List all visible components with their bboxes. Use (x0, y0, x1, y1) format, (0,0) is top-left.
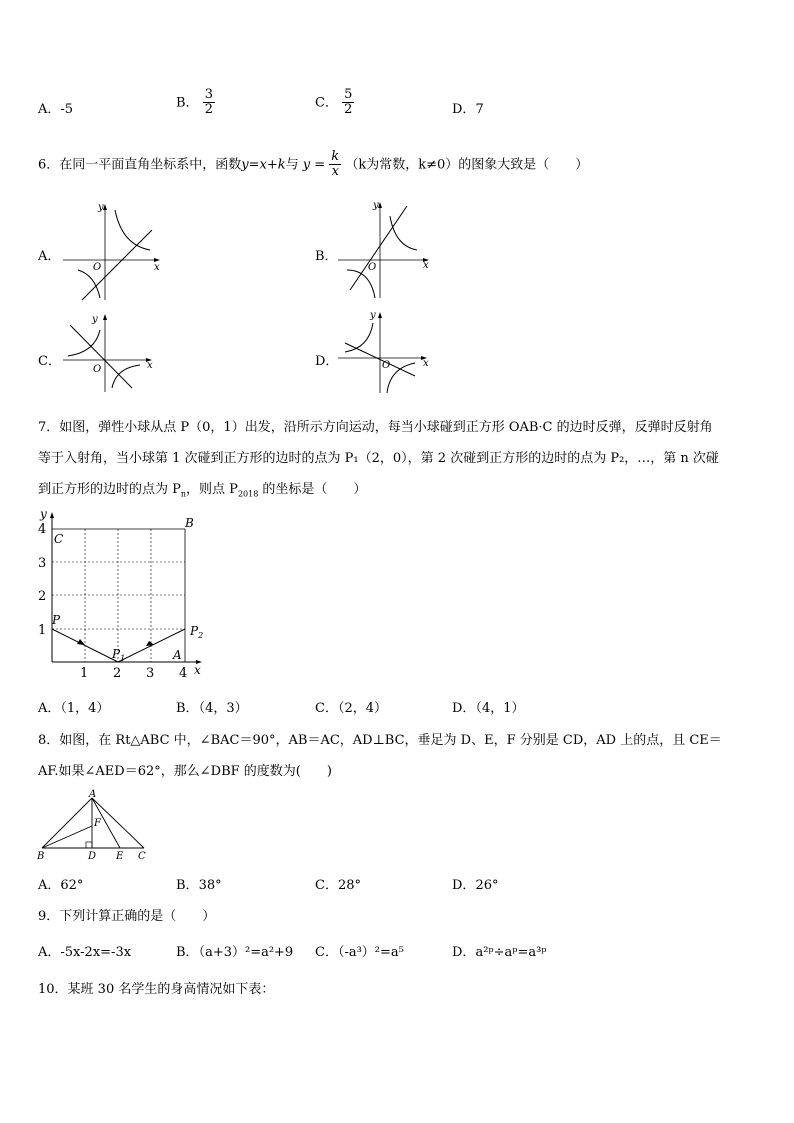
q7-option-d: D．（4，1） (452, 701, 525, 716)
svg-text:P2: $P_2$ (190, 624, 204, 640)
q8-figure (34, 788, 154, 864)
svg-text:E: E (116, 851, 124, 862)
svg-text:B: B (185, 516, 194, 530)
q6-option-a-label: A． (38, 249, 61, 264)
svg-text:1: 1 (38, 623, 47, 638)
svg-text:O: O (93, 262, 102, 273)
svg-text:x: x (147, 360, 153, 371)
svg-text:P: P (52, 613, 61, 627)
q9-option-c: C．（-a³）²=a⁵ (315, 945, 404, 960)
q8-option-a: A．62° (38, 878, 84, 893)
q6-fraction: $\frac{k}{x}$ (331, 149, 340, 180)
q9-option-b: B．（a+3）²=a²+9 (176, 945, 294, 960)
svg-text:2: 2 (113, 666, 122, 680)
q6-stem: 6．在同一平面直角坐标系中，函数y=x+k与 y = $\frac{k}{x}$ （k为常数，k≠0）的图象大致是（ ） (38, 149, 589, 180)
svg-text:O: O (382, 360, 391, 371)
q7-option-c: C．（2，4） (315, 701, 387, 716)
q7-line-1: 7．如图，弹性小球从点 P（0，1）出发，沿所示方向运动，每当小球碰到正方形 OAB·C 的边时反弹，反弹时反射角 (38, 420, 713, 435)
q6-option-b-label: B． (315, 249, 338, 264)
svg-text:x: x (423, 260, 429, 271)
q9-stem: 9．下列计算正确的是（ ） (38, 909, 216, 924)
q6-graph-d (335, 308, 435, 398)
q5-option-d: D．7 (452, 102, 484, 117)
svg-text:y: y (92, 314, 98, 325)
q5-option-c: C． $\frac{5}{2}$ (315, 87, 353, 118)
q6-graph-b (335, 198, 435, 303)
q5-option-b-fraction: $\frac{3}{2}$ (204, 87, 213, 118)
svg-text:1: 1 (80, 666, 89, 680)
svg-text:3: 3 (146, 666, 155, 680)
svg-text:4: 4 (179, 666, 188, 680)
q6-option-d-label: D． (315, 354, 339, 369)
q6-graph-a (60, 200, 165, 305)
svg-text:F: F (94, 818, 101, 829)
svg-text:3: 3 (38, 556, 47, 571)
svg-text:y: y (98, 202, 104, 213)
svg-text:D: D (88, 851, 97, 862)
q5-option-a: A．-5 (38, 102, 74, 117)
q8-option-d: D．26° (452, 878, 499, 893)
q10-stem: 10．某班 30 名学生的身高情况如下表： (38, 982, 275, 997)
q9-option-d: D．a²ᵖ÷aᵖ=a³ᵖ (452, 945, 547, 960)
q9-option-a: A．-5x-2x=-3x (38, 945, 132, 960)
svg-text:y: y (40, 507, 47, 521)
svg-text:4: 4 (38, 522, 47, 537)
q8-line-2: AF.如果∠AED＝62°，那么∠DBF 的度数为( ) (38, 764, 332, 779)
svg-text:A: A (89, 789, 97, 800)
svg-text:y: y (370, 310, 376, 321)
svg-text:P1: $P_1$ (112, 647, 126, 663)
q8-option-b: B．38° (176, 878, 222, 893)
svg-text:y: y (373, 200, 379, 211)
svg-text:A: A (173, 648, 182, 662)
svg-text:x: x (154, 262, 160, 273)
q7-figure (30, 502, 215, 680)
svg-text:x: x (194, 663, 201, 677)
q6-graph-c (60, 310, 160, 395)
q7-option-b: B．（4，3） (176, 701, 248, 716)
svg-text:2: 2 (38, 589, 47, 604)
svg-text:O: O (93, 364, 102, 375)
q8-line-1: 8．如图，在 Rt△ABC 中，∠BAC＝90°，AB＝AC，AD⊥BC，垂足为 D、E，F 分别是 CD，AD 上的点，且 CE＝ (38, 733, 722, 748)
q8-option-c: C．28° (315, 878, 361, 893)
q7-line-3: 到正方形的边时的点为 $P_n$，则点 $P_{2018}$ 的坐标是（ ） (38, 482, 367, 499)
svg-text:C: C (54, 532, 64, 546)
q6-option-c-label: C． (38, 354, 61, 369)
svg-text:B: B (37, 851, 45, 862)
q7-line-2: 等于入射角，当小球第 1 次碰到正方形的边时的点为 P₁（2，0），第 2 次碰到正方形的边时的点为 P₂，…，第 n 次碰 (38, 451, 719, 466)
q7-option-a: A．（1，4） (38, 701, 110, 716)
q5-option-c-fraction: $\frac{5}{2}$ (344, 87, 353, 118)
svg-text:C: C (138, 851, 146, 862)
svg-text:x: x (423, 358, 429, 369)
q5-option-b: B． $\frac{3}{2}$ (176, 87, 213, 118)
svg-text:O: O (368, 262, 377, 273)
